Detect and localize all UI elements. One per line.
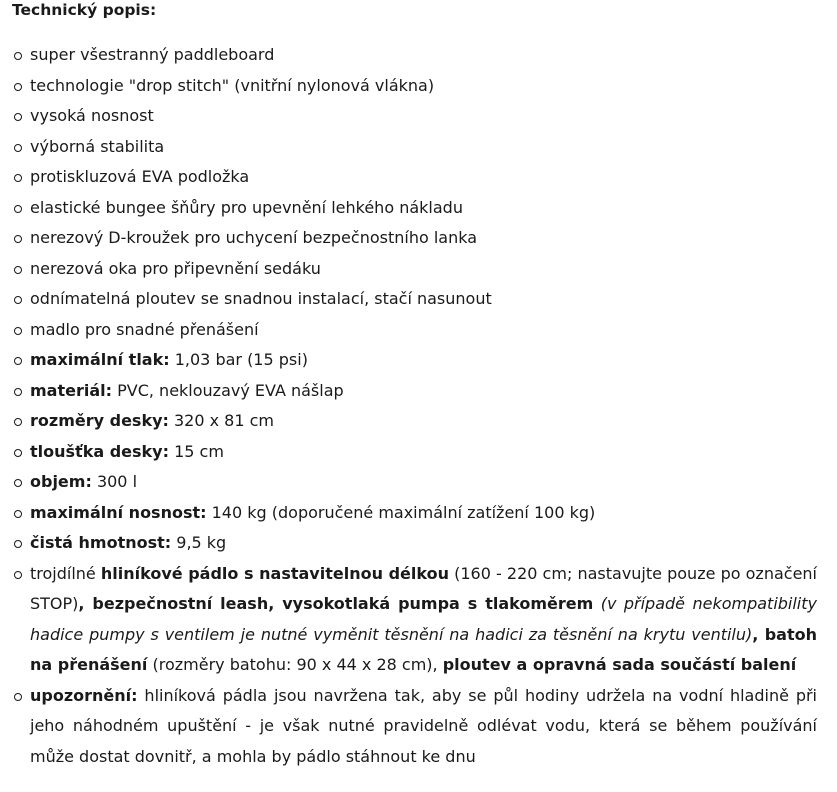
item-text: vysoká nosnost xyxy=(30,106,154,125)
warning-label: upozornění: xyxy=(30,685,138,705)
spec-value: 300 l xyxy=(91,472,138,491)
item-text: technologie "drop stitch" (vnitřní nylonová vlákna) xyxy=(30,75,435,95)
package-bold: hliníkové pádlo s nastavitelnou délkou xyxy=(100,563,449,583)
spec-value: 320 x 81 cm xyxy=(168,411,274,430)
package-text xyxy=(593,594,600,613)
list-item xyxy=(12,315,817,346)
spec-net-weight xyxy=(12,528,817,559)
package-bold: , batoh na přenášení xyxy=(30,624,817,674)
list-item xyxy=(12,223,817,254)
package-text: (rozměry batohu: 90 x 44 x 28 cm), xyxy=(147,655,443,674)
spec-label: materiál: xyxy=(30,380,113,400)
spec-value: 9,5 kg xyxy=(171,533,227,552)
item-text: super všestranný paddleboard xyxy=(30,45,275,64)
spec-value: 140 kg (doporučené maximální zatížení 100 kg) xyxy=(206,502,596,522)
spec-value: 15 cm xyxy=(169,441,224,461)
list-item xyxy=(12,40,817,71)
item-text: nerezová oka pro připevnění sedáku xyxy=(30,258,321,278)
package-contents-item xyxy=(12,559,817,681)
spec-label: objem: xyxy=(30,472,92,491)
list-item xyxy=(12,254,817,285)
spec-list xyxy=(12,40,817,772)
item-text: nerezový D-kroužek pro uchycení bezpečnostního lanka xyxy=(30,228,478,247)
spec-max-pressure xyxy=(12,345,817,376)
item-text: madlo pro snadné přenášení xyxy=(30,319,259,339)
spec-label: maximální tlak: xyxy=(30,350,170,369)
list-item xyxy=(12,193,817,224)
spec-label: rozměry desky: xyxy=(30,411,169,430)
item-text: výborná stabilita xyxy=(30,136,165,156)
spec-volume xyxy=(12,467,817,498)
spec-label: tloušťka desky: xyxy=(30,441,169,461)
item-text: odnímatelná ploutev se snadnou instalací, stačí nasunout xyxy=(30,289,492,308)
package-bold: , bezpečnostní leash, vysokotlaká pumpa s tlakoměrem xyxy=(78,594,594,613)
item-text: protiskluzová EVA podložka xyxy=(30,167,250,186)
spec-label: maximální nosnost: xyxy=(30,502,207,522)
spec-thickness xyxy=(12,437,817,468)
item-text: elastické bungee šňůry pro upevnění lehkého nákladu xyxy=(30,197,463,217)
list-item xyxy=(12,71,817,102)
section-heading: Technický popis: xyxy=(12,1,157,19)
list-item xyxy=(12,101,817,132)
warning-item xyxy=(12,681,817,773)
spec-value: 1,03 bar (15 psi) xyxy=(169,350,308,369)
spec-dimensions xyxy=(12,406,817,437)
warning-text: hliníková pádla jsou navržena tak, aby se půl hodiny udržela na vodní hladině při jeho náhodném upuštění - je však nutné pravidelně odlévat vodu, která se během používání může dostat dovnitř, a mohla by pádlo stáhnout ke dnu xyxy=(30,685,817,766)
list-item xyxy=(12,162,817,193)
package-text: (160 - 220 cm; nastavujte pouze po označení STOP) xyxy=(30,563,817,613)
package-bold: ploutev a opravná sada součástí balení xyxy=(442,655,797,674)
spec-value: PVC, neklouzavý EVA nášlap xyxy=(112,380,344,400)
spec-material xyxy=(12,376,817,407)
spec-max-load xyxy=(12,498,817,529)
spec-label: čistá hmotnost: xyxy=(30,533,172,552)
list-item xyxy=(12,132,817,163)
list-item xyxy=(12,284,817,315)
package-italic-note: (v případě nekompatibility hadice pumpy s ventilem je nutné vyměnit těsnění na hadici za těsnění na krytu ventilu) xyxy=(30,594,817,644)
package-text: trojdílné xyxy=(30,563,101,583)
